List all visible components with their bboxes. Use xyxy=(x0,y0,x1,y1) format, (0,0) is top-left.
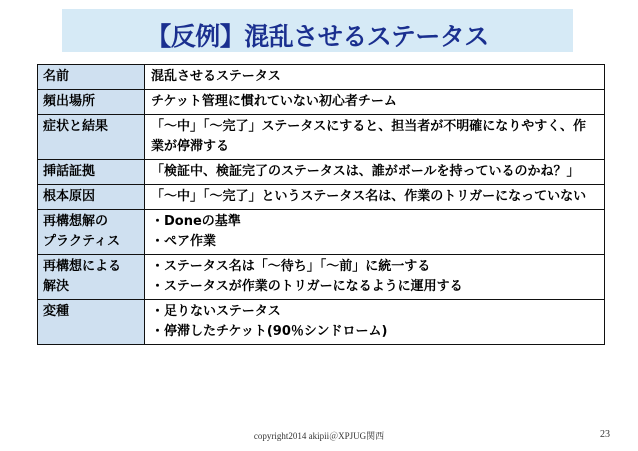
row-label-cell xyxy=(38,255,145,300)
row-label-text: 再構想による xyxy=(43,259,122,274)
row-label-cell xyxy=(38,160,145,185)
row-value-text: ・ステータスが作業のトリガーになるように運用する xyxy=(151,279,463,294)
row-label-text: 再構想解の xyxy=(43,214,109,229)
row-label-text: 変種 xyxy=(43,304,70,319)
row-value-text: 「～中」「～完了」というステータス名は、作業のトリガーになっていない xyxy=(151,189,587,204)
row-label-text: 根本原因 xyxy=(43,189,96,204)
row-value-cell xyxy=(145,90,605,115)
table-row xyxy=(38,115,605,160)
row-value-text: ・ステータス名は「～待ち」「～前」に統一する xyxy=(151,259,431,274)
table-row xyxy=(38,90,605,115)
row-value-text: ・停滞したチケット(90％シンドローム) xyxy=(151,324,388,339)
table-row xyxy=(38,300,605,345)
title-banner xyxy=(62,9,573,52)
row-label-cell xyxy=(38,115,145,160)
row-label-cell xyxy=(38,210,145,255)
row-label-text: 名前 xyxy=(43,69,70,84)
row-value-cell xyxy=(145,65,605,90)
page-number: 23 xyxy=(600,429,610,440)
pattern-table xyxy=(37,64,605,345)
row-value-text: チケット管理に慣れていない初心者チーム xyxy=(151,94,397,109)
row-label-text: 挿話証拠 xyxy=(43,164,96,179)
row-value-cell xyxy=(145,255,605,300)
row-value-cell xyxy=(145,115,605,160)
row-label-cell xyxy=(38,90,145,115)
row-label-text: 解決 xyxy=(43,279,70,294)
slide-title: 【反例】混乱させるステータス xyxy=(146,22,489,51)
row-label-text: 症状と結果 xyxy=(43,119,109,134)
row-label-cell xyxy=(38,65,145,90)
footer-copyright: copyright2014 akipii＠XPJUG関西 xyxy=(253,431,385,441)
row-value-cell xyxy=(145,160,605,185)
row-value-cell xyxy=(145,210,605,255)
row-value-text: ・足りないステータス xyxy=(151,304,281,319)
table-row xyxy=(38,255,605,300)
row-label-cell xyxy=(38,300,145,345)
row-value-text: 混乱させるステータス xyxy=(151,69,281,84)
row-value-text: 「～中」「～完了」ステータスにすると、担当者が不明確になりやすく、作業が停滞する xyxy=(151,119,586,154)
row-value-text: ・ペア作業 xyxy=(151,234,217,249)
row-value-cell xyxy=(145,185,605,210)
table-row xyxy=(38,210,605,255)
table-row xyxy=(38,160,605,185)
table-row xyxy=(38,185,605,210)
pattern-table-body xyxy=(38,65,605,345)
row-value-text: 「検証中、検証完了のステータスは、誰がボールを持っているのかね？」 xyxy=(151,164,580,179)
row-label-text: プラクティス xyxy=(43,234,120,249)
row-label-cell xyxy=(38,185,145,210)
row-value-cell xyxy=(145,300,605,345)
row-value-text: ・Doneの基準 xyxy=(151,214,241,229)
table-row xyxy=(38,65,605,90)
row-label-text: 頻出場所 xyxy=(43,94,96,109)
